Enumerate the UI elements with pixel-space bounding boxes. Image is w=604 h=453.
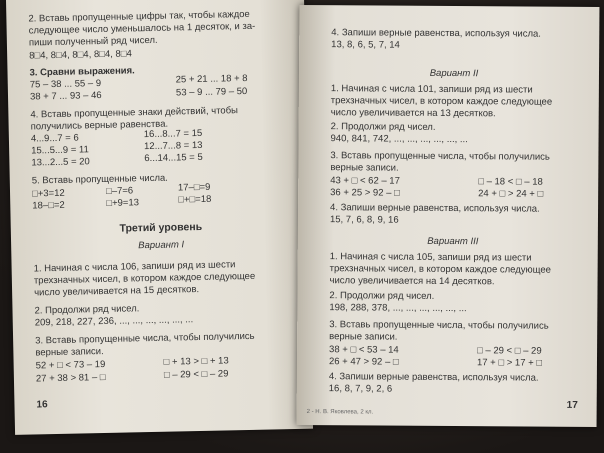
v2-task3-ineq-1b: □ – 18 < □ – 18 <box>478 176 543 188</box>
task5-eq-1b: □–7=6 <box>105 185 134 197</box>
v2-task2-title: 2. Продолжи ряд чисел. <box>330 121 436 133</box>
page-number-right: 17 <box>566 399 578 411</box>
v3-task2-numbers: 198, 288, 378, ..., ..., ..., ..., ..., ... <box>329 302 467 315</box>
task3-expr-1b: 25 + 21 ... 18 + 8 <box>175 72 248 86</box>
task4-eq-1b: 16...8...7 = 15 <box>143 127 203 141</box>
v3-task1-line1: 1. Начиная с числа 105, запиши ряд из шести <box>329 251 532 264</box>
v1-task1-line1: 1. Начиная с числа 106, запиши ряд из шести <box>33 259 236 275</box>
v1-task3-line1: 3. Вставь пропущенные числа, чтобы получились <box>35 330 255 347</box>
task2-line3: пиши полученный ряд чисел. <box>28 34 158 49</box>
v3-task3-ineq-1a: 38 + □ < 53 – 14 <box>329 344 399 356</box>
v1-task3-ineq-1a: 52 + □ < 73 – 19 <box>35 359 106 372</box>
footer-credit: 2 - Н. В. Яковлева, 2 кл. <box>306 409 374 416</box>
v2-task1-line3: число увеличивается на 13 десятков. <box>330 107 496 120</box>
v3-task3-ineq-2b: 17 + □ > 17 + □ <box>476 357 543 369</box>
v3-task3-ineq-1b: □ – 29 < □ – 29 <box>477 345 542 357</box>
v2-task3-line1: 3. Вставь пропущенные числа, чтобы получились <box>330 150 550 163</box>
task2-line1: 2. Вставь пропущенные цифры так, чтобы каждое <box>28 8 250 25</box>
v2-task3-line2: верные записи. <box>330 162 399 174</box>
v3-task1-line2: трехзначных чисел, в котором каждое следующее <box>329 263 552 276</box>
task4-eq-3b: 6...14...15 = 5 <box>144 151 203 165</box>
task2-numbers: 8□4, 8□4, 8□4, 8□4, 8□4 <box>29 48 132 62</box>
task5-eq-1c: 17–□=9 <box>177 181 211 194</box>
v3-task4-numbers: 16, 8, 7, 9, 2, 6 <box>328 383 393 395</box>
v2-task2-numbers: 940, 841, 742, ..., ..., ..., ..., ..., ... <box>330 133 468 146</box>
task5-eq-2b: □+9=13 <box>106 197 140 209</box>
page-number-left: 16 <box>36 399 48 411</box>
v3-task3-line1: 3. Вставь пропущенные числа, чтобы получились <box>329 319 549 332</box>
v2-task3-ineq-2b: 24 + □ > 24 + □ <box>478 188 544 200</box>
v3-task3-line2: верные записи. <box>329 331 398 343</box>
v1-task3-ineq-2a: 27 + 38 > 81 – □ <box>35 371 106 385</box>
v2-task1-line1: 1. Начиная с числа 101, запиши ряд из шести <box>330 83 533 96</box>
r-task4-numbers: 13, 8, 6, 5, 7, 14 <box>331 39 400 51</box>
task5-eq-2c: □+□=18 <box>178 193 212 206</box>
task5-eq-2a: 18–□=2 <box>32 199 65 212</box>
r-task4-line1: 4. Запиши верные равенства, используя числа. <box>331 27 541 40</box>
task4-eq-3a: 13...2...5 = 20 <box>31 156 90 169</box>
variant-heading: Вариант I <box>138 239 185 252</box>
v2-task1-line2: трехзначных чисел, в котором каждое следующее <box>330 95 553 108</box>
v1-task3-line2: верные записи. <box>35 346 104 359</box>
task4-line2: получились верные равенства. <box>30 118 169 133</box>
v1-task2-numbers: 209, 218, 227, 236, ..., ..., ..., ..., ..., ... <box>34 314 194 329</box>
task4-line1: 4. Вставь пропущенные знаки действий, чтобы <box>30 105 239 121</box>
task3-title: 3. Сравни выражения. <box>29 65 135 79</box>
variant3-heading: Вариант III <box>427 235 479 248</box>
v3-task4-line1: 4. Запиши верные равенства, используя числа. <box>328 371 539 384</box>
v3-task2-title: 2. Продолжи ряд чисел. <box>329 290 435 302</box>
task5-title: 5. Вставь пропущенные числа. <box>31 172 169 187</box>
variant2-heading: Вариант II <box>429 67 479 80</box>
v1-task1-line2: трехзначных чисел, в котором каждое следующее <box>33 270 256 287</box>
v2-task4-line1: 4. Запиши верные равенства, используя числа. <box>330 202 540 215</box>
task2-line2: следующее число уменьшалось на 1 десяток, и за- <box>28 20 256 37</box>
v2-task3-ineq-1a: 43 + □ < 62 – 17 <box>330 175 400 187</box>
task3-expr-1a: 75 – 38 ... 55 – 9 <box>29 78 102 91</box>
v3-task1-line3: число увеличивается на 14 десятков. <box>329 275 495 288</box>
v1-task1-line3: число увеличивается на 15 десятков. <box>34 284 200 299</box>
v1-task2-title: 2. Продолжи ряд чисел. <box>34 303 140 317</box>
v3-task3-ineq-2a: 26 + 47 > 92 – □ <box>328 356 399 368</box>
v2-task3-ineq-2a: 36 + 25 > 92 – □ <box>330 187 400 199</box>
v1-task3-ineq-2b: □ – 29 < □ – 29 <box>163 368 229 381</box>
left-page <box>6 0 313 435</box>
task4-eq-2b: 12...7...8 = 13 <box>143 139 203 153</box>
level-heading: Третий уровень <box>119 220 203 235</box>
v1-task3-ineq-1b: □ + 13 > □ + 13 <box>163 355 229 368</box>
task5-eq-1a: □+3=12 <box>31 187 65 200</box>
v2-task4-numbers: 15, 7, 6, 8, 9, 16 <box>329 214 399 226</box>
task4-eq-2a: 15...5...9 = 11 <box>31 144 89 157</box>
task3-expr-2b: 53 – 9 ... 79 – 50 <box>175 85 248 99</box>
right-page <box>297 5 600 427</box>
task3-expr-2a: 38 + 7 ... 93 – 46 <box>29 90 102 103</box>
task4-eq-1a: 4...9...7 = 6 <box>30 132 79 145</box>
